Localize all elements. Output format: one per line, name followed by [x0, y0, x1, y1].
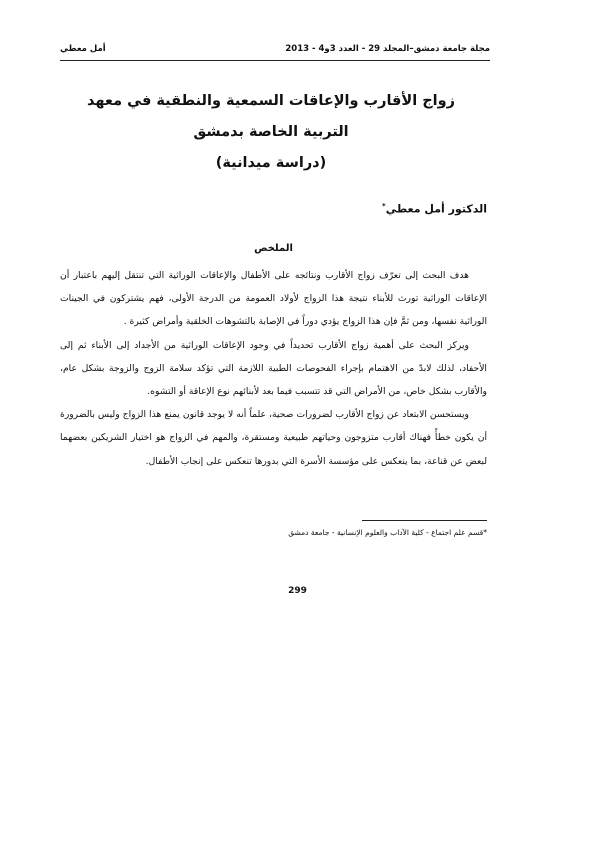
author-name: الدكتور أمل معطي [385, 202, 487, 216]
title-line-1: زواج الأقارب والإعاقات السمعية والنطقية في معهد [86, 93, 455, 109]
affiliation-footnote: *قسم علم اجتماع - كلية الآداب والعلوم الإنسانية - جامعة دمشق [288, 528, 487, 537]
paper-title [55, 86, 487, 179]
running-header [60, 44, 490, 58]
header-author: أمل معطي [60, 44, 106, 54]
author-footnote-mark: * [382, 202, 386, 210]
title-line-2: التربية الخاصة بدمشق [193, 124, 349, 140]
author-line [382, 202, 487, 216]
journal-citation: مجلة جامعة دمشق–المجلد 29 - العدد 3و4 - 2013 [285, 44, 490, 54]
footnote-divider [362, 520, 487, 521]
title-line-3: (دراسة ميدانية) [215, 155, 327, 171]
abstract-body [60, 264, 487, 473]
abstract-paragraph-1: هدف البحث إلى تعرّف زواج الأقارب ونتائجه على الأطفال والإعاقات الوراثية التي تنتقل إليهم باعتبار أن الإعاقات الوراثية تورث للأبناء نتيجة هذا الزواج لأولاد العمومة من الدرجة الأولى، فهم يشتركون في الجينات الوراثية نفسها، ومن ثمَّ فإن هذا الزواج يؤدي دوراً في الإصابة بالتشوهات الخلقية وأمراض كثيرة . [60, 270, 487, 328]
page-number: 299 [288, 586, 307, 596]
abstract-paragraph-3: ويستحسن الابتعاد عن زواج الأقارب لضرورات صحية، علماً أنه لا يوجد قانون يمنع هذا الزواج وليس بالضرورة أن يكون خطأً فهناك أقارب متزوجون وحياتهم طبيعية ومستقرة، والمهم في الزواج هو اختيار الشريكين بعضهما لبعض عن قناعة، بما ينعكس على مؤسسة الأسرة التي بدورها تنعكس على إنجاب الأطفال. [60, 409, 487, 467]
abstract-heading: الملخص [254, 243, 293, 254]
abstract-paragraph-2: ويركز البحث على أهمية زواج الأقارب تحديداً في وجود الإعاقات الوراثية من الأجداد إلى الأبناء ثم إلى الأحفاد، لذلك لابدّ من الاهتمام بإجراء الفحوصات الطبية اللازمة التي تؤكد سلامة الزوج والزوجة بشكل عام، والأقارب بشكل خاص، من الأمراض التي قد تتسبب فيما بعد لأبنائهم نوع الإعاقة أو التشوه. [60, 339, 487, 398]
header-divider [60, 60, 490, 61]
